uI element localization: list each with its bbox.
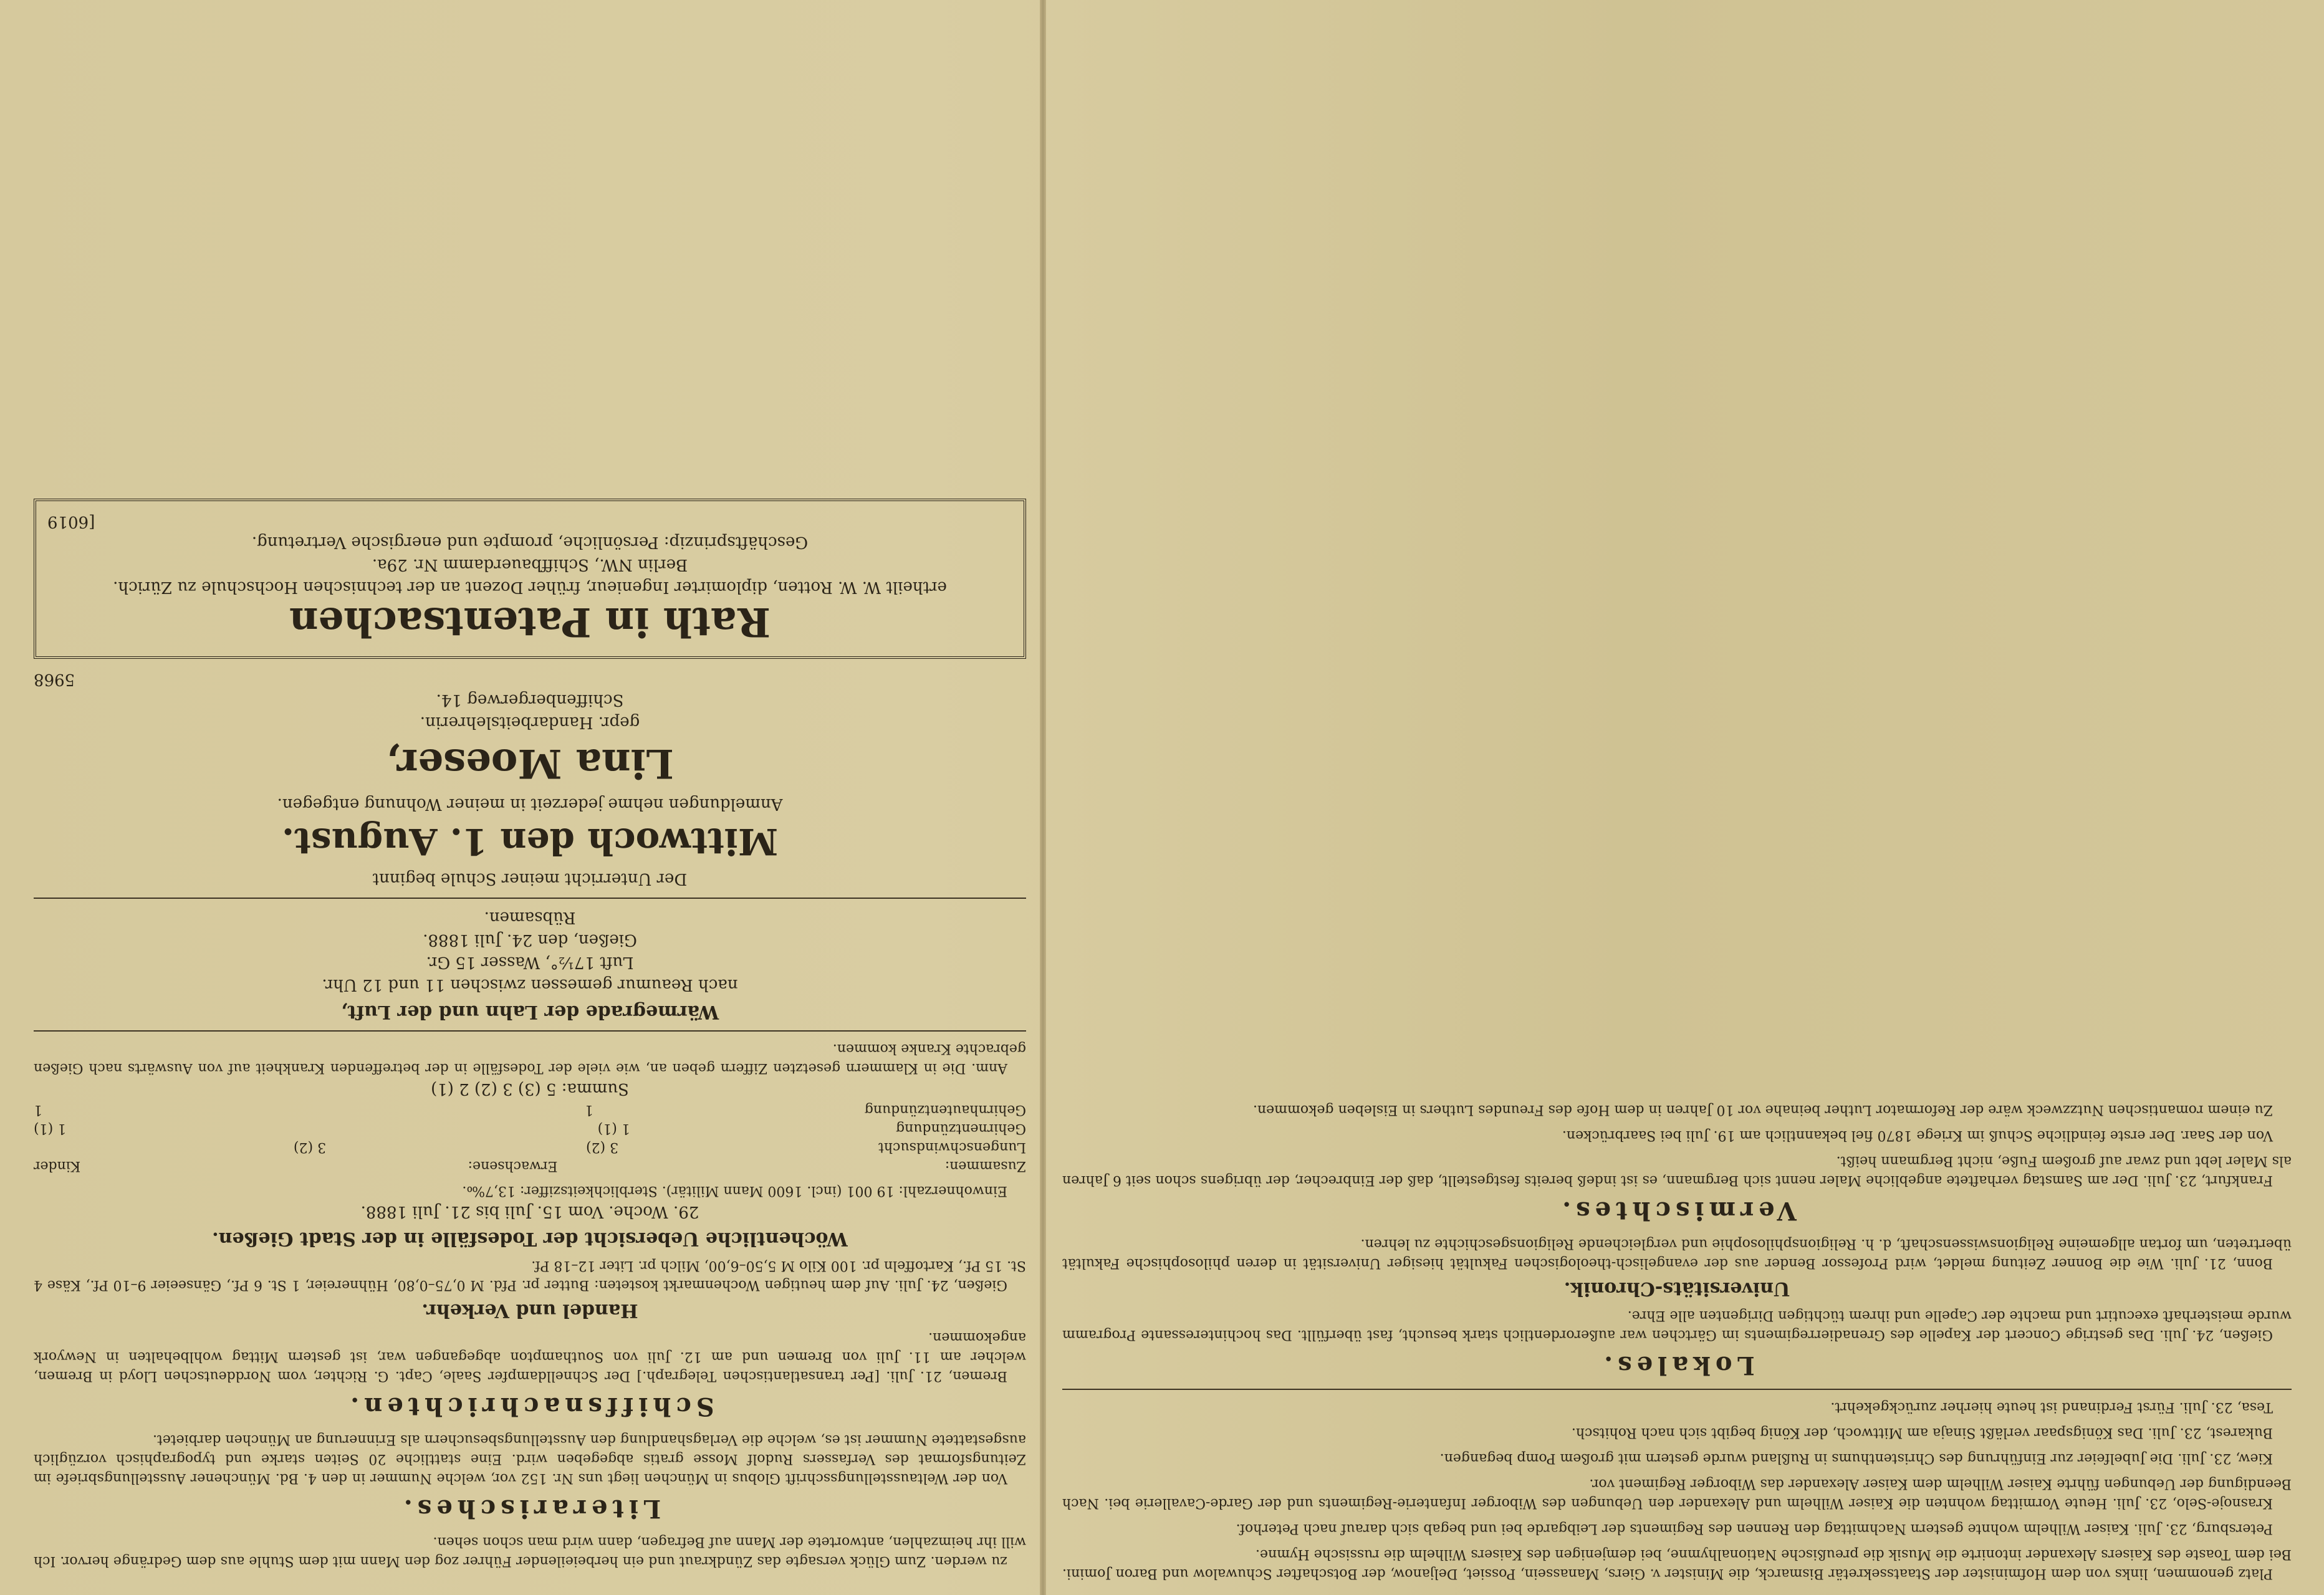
literary-text: Von der Weltausstellungsschrift Globus in München liegt uns Nr. 152 vor, welche Nummer in den 4. Bd. Münchener Ausstellungsbriefe im Zeitungsformat des Verfassers Rudolf Mosse gratis abgegeben wird. Eine stattliche 20 Seiten starke und typographisch vorzüglich ausgestattete Nummer ist es, welche die Verlagshandlung den Ausstellungsbesuchern als Erinnerung an München darbietet. <box>34 1432 1026 1486</box>
left-page <box>25 25 1035 1571</box>
top-paragraph: zu werden. Zum Glück versagte das Zündkraut und ein herbeieilender Führer zog den Mann mit dem Stuhle aus dem Gedränge hervor. Ich will ihr heimzahlen, antwortete der Mann auf Befragen, dann wird man schon sehen. <box>34 1534 1026 1569</box>
column-adults: Erwachsene: <box>468 1158 558 1174</box>
patent-ad-line1: ertheilt W. W. Rotten, diplomirter Ingenieur, früher Dozent an der technischen Hochschule zu Zürich. <box>113 578 947 596</box>
patent-ad-number: [6019 <box>47 512 95 531</box>
children-cell: 1 (1) <box>34 1121 67 1136</box>
shipping-heading: Schiffsnachrichten. <box>345 1392 714 1421</box>
tesa-report: Tesa, 23. Juli. Fürst Ferdinand ist heute hierher zurückgekehrt. <box>1830 1399 2273 1415</box>
patent-ad-line3: Geschäftsprinzip: Persönliche, prompte und energische Vertretung. <box>251 533 809 552</box>
university-heading: Universitäts-Chronik. <box>1563 1278 1790 1300</box>
lokales-heading: Lokales. <box>1599 1351 1755 1380</box>
cause-cell: Gehirnentzündung <box>896 1121 1026 1136</box>
university-text: Bonn, 21. Juli. Wie die Bonner Zeitung meldet, wird Professor Bender aus der evangelisch-theologischen Fakultät hiesiger Universität in deren philosophische Fakultät übertreten, um fortan allgemeine Religionswissenschaft, d. h. Religionsphilosophie und vergleichende Religionsgeschichte zu lehren. <box>1062 1236 2292 1271</box>
patent-ad-title: Rath in Patentsachen <box>289 598 771 645</box>
top-paragraph: Platz genommen, links von dem Hofminister der Staatssekretär Bismarck, die Minister v. Giers, Manassein, Possiet, Deljanow, der Botschafter Schuwalow und Baron Jomini. Bei dem Toaste des Kaisers Alexander intonirte die Musik die preußische Nationalhymne, bei demjenigen des Kaisers Wilhelm die russische Hymne. <box>1062 1546 2292 1581</box>
school-teacher-title: gepr. Handarbeitslehrerin. <box>420 713 640 732</box>
shipping-text: Bremen, 21. Juli. [Per transatlantischen Telegraph.] Der Schnelldampfer Saale, Capt. G. Richter, vom Norddeutschen Lloyd in Bremen, welcher am 11. Juli von Bremen und am 12. Juli von Southampton abgegangen war, ist gestern Mittag wohlbehalten in Newyork angekommen. <box>34 1329 1026 1384</box>
mortality-period: 29. Woche. Vom 15. Juli bis 21. Juli 1888. <box>360 1202 699 1221</box>
weather-sub: nach Reaumur gemessen zwischen 11 und 12 Uhr. <box>322 975 738 994</box>
divider <box>34 898 1026 899</box>
school-date: Mittwoch den 1. August. <box>281 820 779 863</box>
mortality-population: Einwohnerzahl: 19 001 (incl. 1600 Mann Militär). Sterblichkeitsziffer: 13,7‰. <box>462 1183 1007 1199</box>
divider <box>1062 1389 2292 1390</box>
vermischtes-text-2: Von der Saar. Der erste feindliche Schuß im Kriege 1870 fiel bekanntlich am 19. Juli bei Saarbrücken. <box>1562 1128 2273 1143</box>
mortality-columns <box>34 1156 1026 1175</box>
column-total: Zusammen: <box>944 1158 1026 1174</box>
cause-cell: Lungenschwindsucht <box>878 1139 1026 1155</box>
table-row <box>34 1100 1026 1119</box>
vermischtes-text-3: Zu einem romantischen Nutzzweck wäre der Reformator Luther beinahe vor 10 Jahren in dem Hofe des Freundes Luthers in Eisleben gekommen. <box>1252 1102 2273 1118</box>
weather-heading: Wärmegrade der Lahn und der Luft, <box>340 1001 719 1023</box>
market-text: Gießen, 24. Juli. Auf dem heutigen Wochenmarkt kosteten: Butter pr. Pfd. M 0,75–0,80, Hühnereier, 1 St. 6 Pf., Gänseeier 9–10 Pf., Käse 4 St. 15 Pf., Kartoffeln pr. 100 Kilo M 5,50–6,00, Milch pr. Liter 12–18 Pf. <box>34 1258 1026 1293</box>
children-cell: 1 <box>34 1102 43 1118</box>
column-children: Kinder <box>34 1158 81 1174</box>
school-line2: Anmeldungen nehme jederzeit in meiner Wohnung entgegen. <box>277 795 783 813</box>
school-address: Schiffenbergerweg 14. <box>436 691 624 709</box>
ad-number: 5968 <box>34 670 75 689</box>
kiew-report: Kiew, 23. Juli. Die Jubelfeier zur Einführung des Christenthums in Rußland wurde gestern mit großem Pomp begangen. <box>1439 1450 2273 1466</box>
vermischtes-text-1: Frankfurt, 23. Juli. Der am Samstag verhaftete angebliche Maler nennt sich Bergmann, es ist indeß bereits festgestellt, daß der Einbrecher, der übrigens schon seit 6 Jahren als Maler lebt und zwar auf großem Fuße, nicht Bergmann heißt. <box>1062 1153 2292 1188</box>
krasnoje-report: Krasnoje-Selo, 23. Juli. Heute Vormittag wohnten die Kaiser Wilhelm und Alexander den Uebungen des Wiborger Infanterie-Regiments und der Garde-Cavallerie bei. Nach Beendigung der Uebungen führte Kaiser Wilhelm dem Kaiser Alexander das Wiborger Regiment vor. <box>1062 1476 2292 1511</box>
market-heading: Handel und Verkehr. <box>421 1300 638 1321</box>
right-column-1 <box>1054 12 2300 1583</box>
school-line1: Der Unterricht meiner Schule beginnt <box>372 869 688 888</box>
petersburg-report: Petersburg, 23. Juli. Kaiser Wilhelm wohnte gestern Nachmittag den Rennen des Regiments der Leibgarde bei und begab sich darauf nach Peterhof. <box>1236 1521 2273 1536</box>
table-row <box>34 1138 1026 1156</box>
page-gutter <box>1040 0 1046 1595</box>
total-cell: 3 (2) <box>586 1139 619 1155</box>
patent-ad <box>34 499 1026 659</box>
total-cell: 1 <box>584 1102 593 1118</box>
table-row <box>34 1119 1026 1138</box>
school-teacher-name: Lina Moeser, <box>386 740 674 787</box>
mortality-note: Anm. Die in Klammern gesetzten Ziffern geben an, wie viele der Todesfälle in der betreffenden Krankheit auf von Auswärts nach Gießen gebrachte Kranke kommen. <box>34 1041 1026 1076</box>
cause-cell: Gehirnhautentzündung <box>864 1102 1026 1118</box>
mortality-heading: Wöchentliche Uebersicht der Todesfälle in der Stadt Gießen. <box>212 1228 848 1250</box>
weather-values: Luft 17½°, Wasser 15 Gr. <box>426 953 634 972</box>
patent-ad-line2: Berlin NW., Schiffbauerdamm Nr. 29a. <box>372 555 688 574</box>
mortality-sum: Summa: 5 (3) 3 (2) 2 (1) <box>431 1080 629 1098</box>
left-column-1 <box>25 25 1035 1571</box>
lokales-text: Gießen, 24. Juli. Das gestrige Concert der Kapelle des Grenadierregiments im Gärtchen war außerordentlich stark besucht, fast überfüllt. Das hochinteressante Programm wurde meisterhaft executirt und machte der Capelle und ihrem tüchtigen Dirigenten alle Ehre. <box>1062 1308 2292 1343</box>
weather-signature: Rübsamen. <box>484 908 576 927</box>
weather-place-date: Gießen, den 24. Juli 1888. <box>423 931 637 949</box>
adults-cell: 3 (2) <box>293 1139 327 1155</box>
vermischtes-heading: Vermischtes. <box>1557 1196 1797 1225</box>
right-page <box>1054 12 2300 1583</box>
literary-heading: Literarisches. <box>398 1494 661 1523</box>
divider <box>34 1030 1026 1032</box>
bukarest-report: Bukarest, 23. Juli. Das Königspaar verläßt Sinaja am Mittwoch, der König begibt sich nach Rohitsch. <box>1571 1425 2273 1440</box>
total-cell: 1 (1) <box>597 1121 630 1136</box>
